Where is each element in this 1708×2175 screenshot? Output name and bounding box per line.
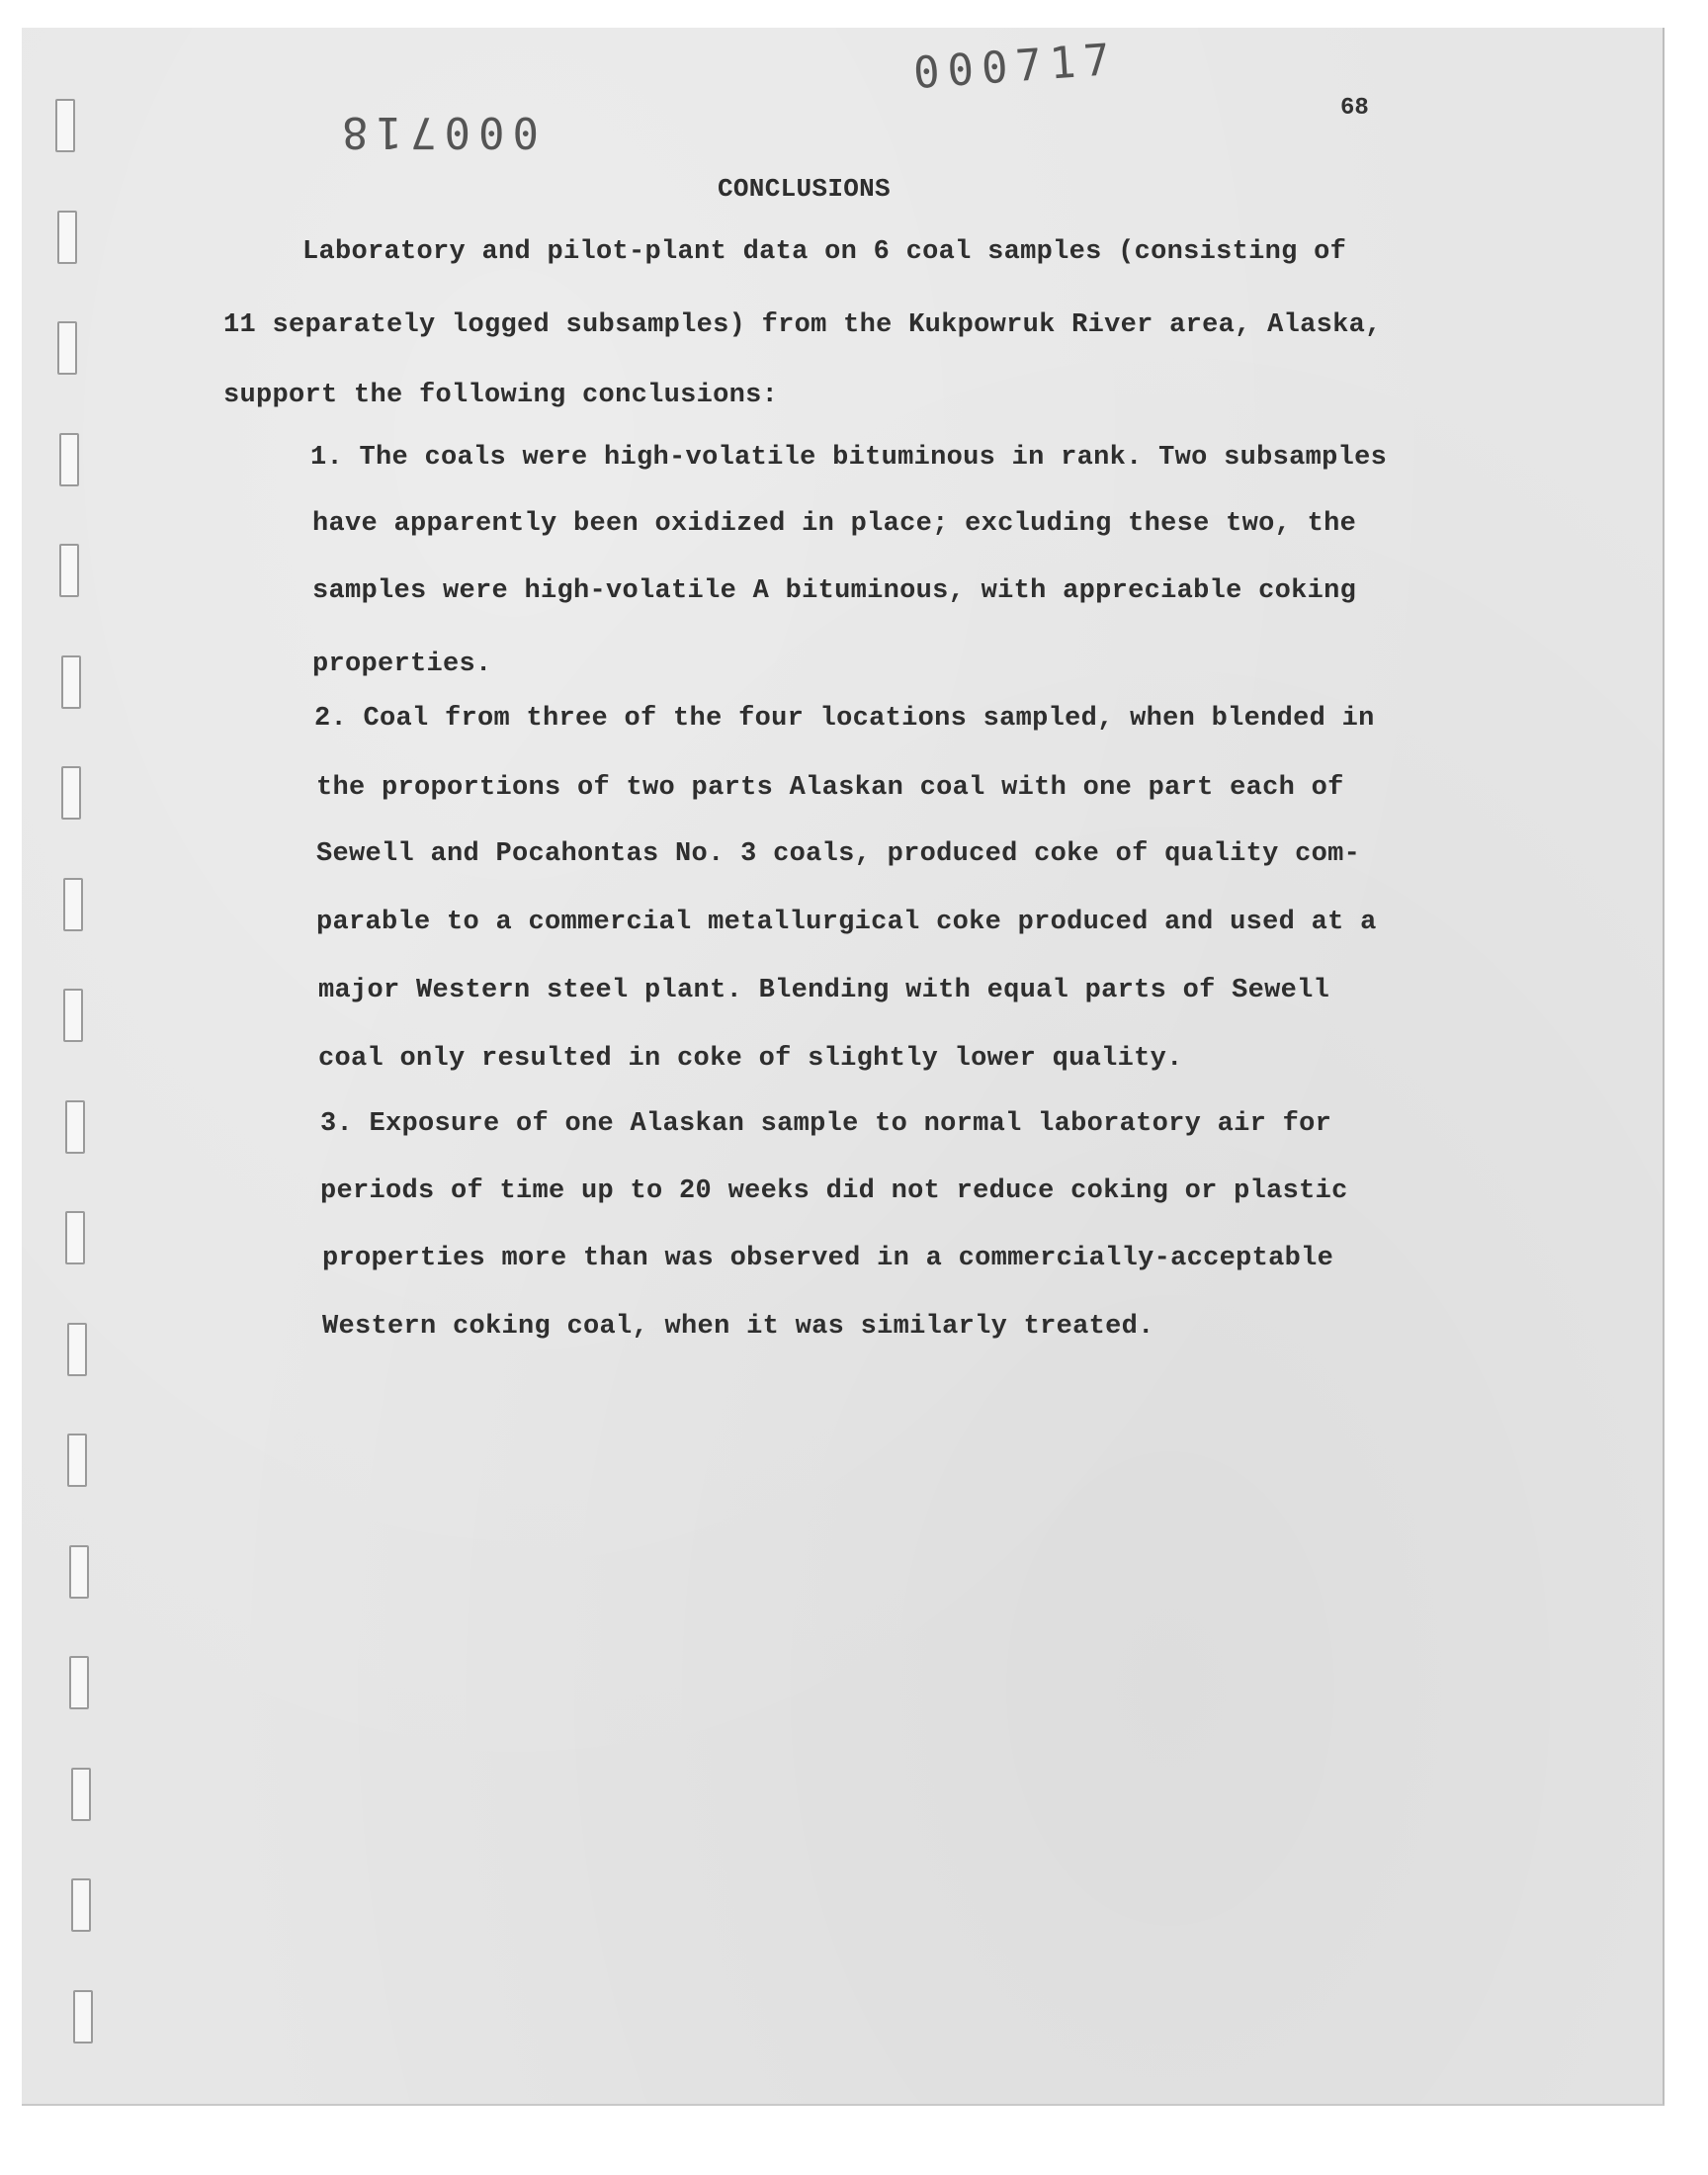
binder-hole bbox=[59, 544, 79, 597]
intro-line: 11 separately logged subsamples) from the Kukpowruk River area, Alaska, bbox=[223, 310, 1382, 340]
item-line: periods of time up to 20 weeks did not reduce coking or plastic bbox=[320, 1176, 1348, 1206]
binder-hole bbox=[63, 989, 83, 1042]
item-line: coal only resulted in coke of slightly lower quality. bbox=[318, 1044, 1183, 1074]
page-number: 68 bbox=[1340, 95, 1369, 122]
binder-hole bbox=[63, 878, 83, 931]
item-line: parable to a commercial metallurgical coke produced and used at a bbox=[316, 908, 1377, 937]
intro-line: support the following conclusions: bbox=[223, 381, 779, 410]
binder-hole bbox=[69, 1656, 89, 1709]
section-title: CONCLUSIONS bbox=[718, 174, 891, 204]
item-line: 3. Exposure of one Alaskan sample to normal laboratory air for bbox=[320, 1109, 1332, 1139]
item-line: 1. The coals were high-volatile bituminous in rank. Two subsamples bbox=[310, 443, 1388, 473]
item-line: properties more than was observed in a commercially-acceptable bbox=[322, 1244, 1334, 1273]
document-control-number-top: 000717 bbox=[911, 34, 1120, 100]
binder-hole bbox=[61, 655, 81, 709]
binder-hole bbox=[57, 211, 77, 264]
item-line: Sewell and Pocahontas No. 3 coals, produced coke of quality com- bbox=[316, 839, 1361, 869]
item-line: 2. Coal from three of the four locations sampled, when blended in bbox=[314, 704, 1375, 734]
binder-hole bbox=[71, 1878, 91, 1932]
binder-hole bbox=[57, 321, 77, 375]
binder-hole bbox=[73, 1990, 93, 2044]
item-line: have apparently been oxidized in place; excluding these two, the bbox=[312, 509, 1357, 539]
binder-hole bbox=[67, 1323, 87, 1376]
binder-hole bbox=[61, 766, 81, 820]
intro-line: Laboratory and pilot-plant data on 6 coal samples (consisting of bbox=[302, 237, 1347, 267]
binder-hole bbox=[55, 99, 75, 152]
binder-hole bbox=[71, 1768, 91, 1821]
item-line: properties. bbox=[312, 650, 492, 679]
binder-hole bbox=[67, 1434, 87, 1487]
binder-hole bbox=[69, 1545, 89, 1599]
item-line: Western coking coal, when it was similarly treated. bbox=[322, 1312, 1154, 1342]
item-line: major Western steel plant. Blending with equal parts of Sewell bbox=[318, 976, 1330, 1005]
item-line: the proportions of two parts Alaskan coal with one part each of bbox=[316, 773, 1344, 803]
binder-hole bbox=[65, 1211, 85, 1264]
item-line: samples were high-volatile A bituminous, with appreciable coking bbox=[312, 576, 1357, 606]
document-control-number-left: 000718 bbox=[334, 107, 539, 157]
binder-hole bbox=[59, 433, 79, 486]
binder-hole bbox=[65, 1100, 85, 1154]
